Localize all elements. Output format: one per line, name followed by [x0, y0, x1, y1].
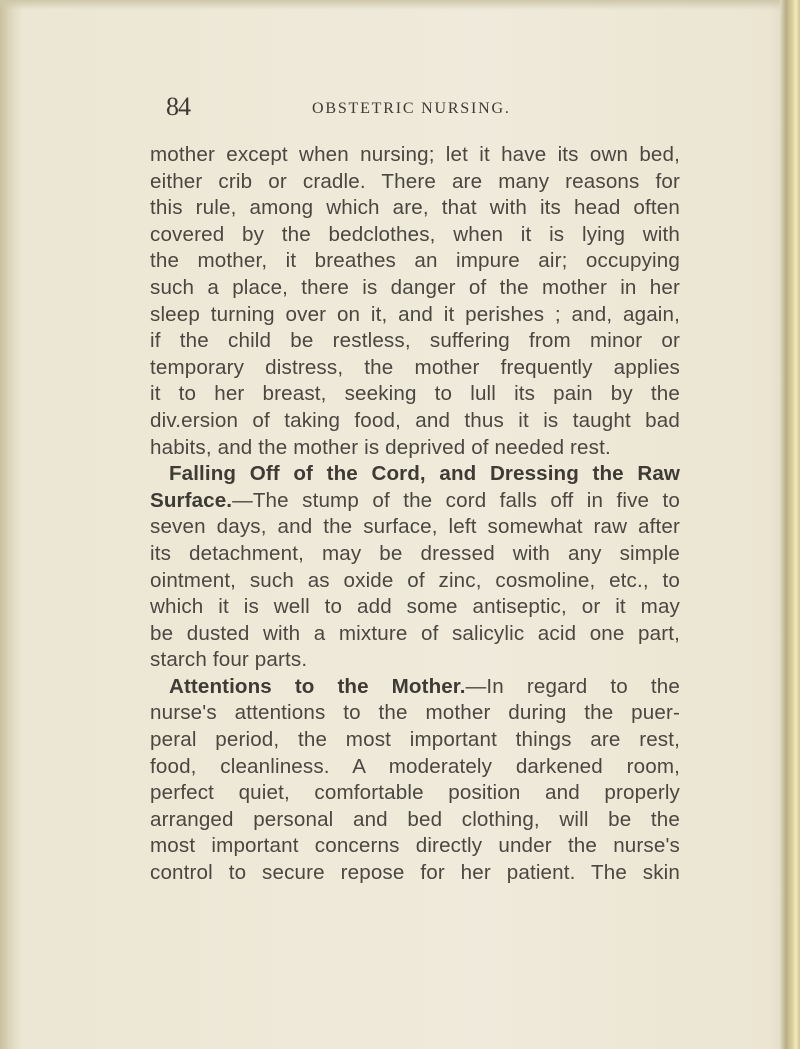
text-line: if the child be restless, suffering from minor or	[150, 329, 680, 353]
text-line: perfect quiet, comfortable position and properly	[150, 781, 680, 805]
text-line: habits, and the mother is deprived of needed rest.	[150, 435, 611, 459]
text-line: its detachment, may be dressed with any simple	[150, 541, 680, 565]
text-line: either crib or cradle. There are many reasons for	[150, 169, 680, 193]
text-line: food, cleanliness. A moderately darkened room,	[150, 754, 680, 778]
section-heading-mother: Attentions to the Mother.	[169, 674, 466, 698]
body-text	[150, 142, 680, 887]
text-line: covered by the bedclothes, when it is lying with	[150, 222, 680, 246]
text-line: sleep turning over on it, and it perishes ; and, again,	[150, 302, 680, 326]
running-title: OBSTETRIC NURSING.	[312, 100, 511, 117]
page-gutter-shadow	[0, 0, 14, 1049]
text-line: temporary distress, the mother frequently applies	[150, 355, 680, 379]
text-line: peral period, the most important things are rest,	[150, 728, 680, 752]
text-line: ointment, such as oxide of zinc, cosmoline, etc., to	[150, 568, 680, 592]
text-line: seven days, and the surface, left somewhat raw after	[150, 515, 680, 539]
text-run: —The stump of the cord falls off in five to	[232, 488, 680, 512]
text-line: div.ersion of taking food, and thus it is taught bad	[150, 408, 680, 432]
page-right-edge	[780, 0, 800, 1049]
text-line: most important concerns directly under the nurse's	[150, 834, 680, 858]
text-run: —In regard to the	[465, 674, 680, 698]
text-line: which it is well to add some antiseptic, or it may	[150, 595, 680, 619]
text-line: nurse's attentions to the mother during the puer-	[150, 701, 680, 725]
section-heading-cord-end: Surface.	[150, 488, 233, 512]
text-line	[150, 674, 680, 701]
text-line: control to secure repose for her patient. The skin	[150, 861, 680, 885]
text-line: the mother, it breathes an impure air; occupying	[150, 249, 680, 273]
text-line: this rule, among which are, that with its head often	[150, 196, 680, 220]
text-line: it to her breast, seeking to lull its pain by the	[150, 382, 680, 406]
text-line: starch four parts.	[150, 648, 308, 672]
page-top-shadow	[0, 0, 800, 10]
section-heading-cord: Falling Off of the Cord, and Dressing the Raw	[169, 462, 680, 486]
text-line: arranged personal and bed clothing, will be the	[150, 807, 680, 831]
page-number: 84	[166, 92, 190, 121]
text-line: be dusted with a mixture of salicylic acid one part,	[150, 621, 680, 645]
page-header	[166, 92, 686, 128]
text-line	[150, 488, 680, 515]
text-line: mother except when nursing; let it have its own bed,	[150, 143, 680, 166]
text-line: such a place, there is danger of the mother in her	[150, 275, 680, 299]
